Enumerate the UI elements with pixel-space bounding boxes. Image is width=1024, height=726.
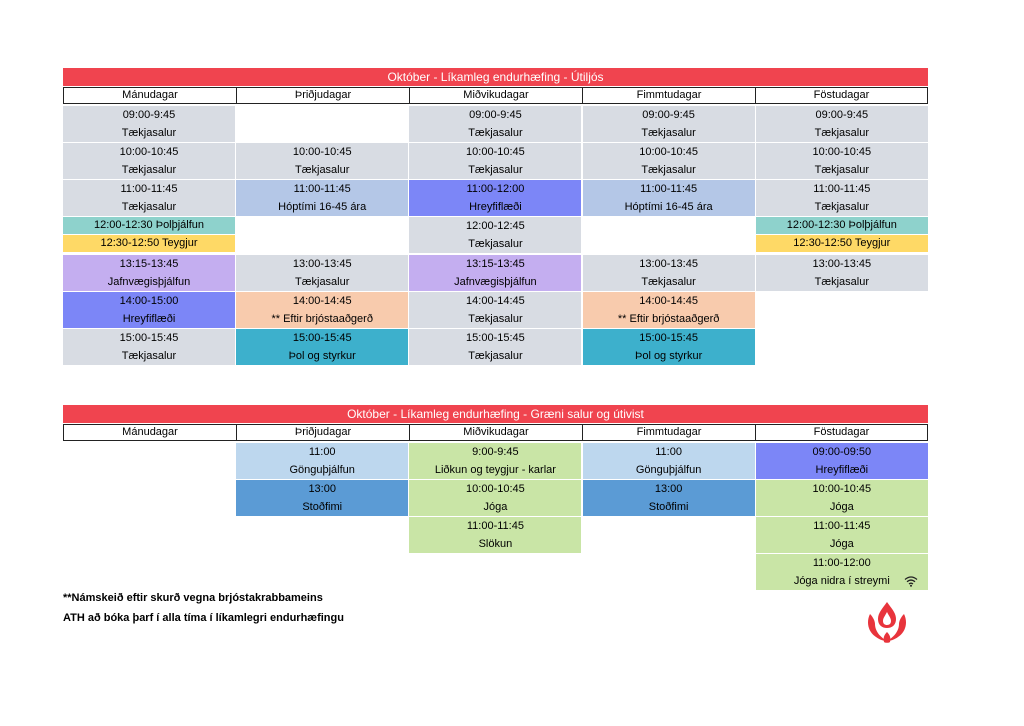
class-slot: 11:00-11:45 Hóptími 16-45 ára bbox=[583, 180, 755, 216]
class-slot: 09:00-09:50 Hreyfiflæði bbox=[756, 443, 928, 479]
day-column-wednesday bbox=[409, 106, 581, 366]
day-header-wednesday: Miðvikudagar bbox=[409, 87, 582, 104]
class-slot: 10:00-10:45 Jóga bbox=[409, 480, 581, 516]
day-header-thursday: Fimmtudagar bbox=[582, 87, 755, 104]
class-slot: 13:15-13:45 Jafnvægisþjálfun bbox=[409, 255, 581, 291]
day-header-wednesday: Miðvikudagar bbox=[409, 424, 582, 441]
day-column-thursday bbox=[583, 443, 755, 591]
class-slot: 15:00-15:45 Þol og styrkur bbox=[583, 329, 755, 365]
class-slot: 13:00 Stoðfimi bbox=[583, 480, 755, 516]
class-slot: 09:00-9:45 Tækjasalur bbox=[756, 106, 928, 142]
day-header-friday: Föstudagar bbox=[755, 424, 928, 441]
schedule-table-graeni-salur bbox=[63, 405, 928, 591]
footnote-surgery: **Námskeið eftir skurð vegna brjóstakrabbameins bbox=[63, 592, 323, 604]
class-slot: 11:00 Gönguþjálfun bbox=[236, 443, 408, 479]
class-slot: 10:00-10:45 Tækjasalur bbox=[756, 143, 928, 179]
wifi-icon bbox=[904, 575, 918, 587]
class-slot: 13:00-13:45 Tækjasalur bbox=[236, 255, 408, 291]
schedule-table-utiljos bbox=[63, 68, 928, 366]
class-slot: 14:00-14:45 Tækjasalur bbox=[409, 292, 581, 328]
day-header-tuesday: Þriðjudagar bbox=[236, 87, 409, 104]
class-slot: 15:00-15:45 Þol og styrkur bbox=[236, 329, 408, 365]
class-slot: 13:00 Stoðfimi bbox=[236, 480, 408, 516]
day-column-friday bbox=[756, 106, 928, 366]
class-slot: 11:00-12:00 Hreyfiflæði bbox=[409, 180, 581, 216]
class-slot: 11:00 Gönguþjálfun bbox=[583, 443, 755, 479]
booking-notice: ATH að bóka þarf í alla tíma í líkamlegri endurhæfingu bbox=[63, 612, 344, 624]
day-header-row bbox=[63, 87, 928, 104]
class-slot: 09:00-9:45 Tækjasalur bbox=[409, 106, 581, 142]
class-slot: 11:00-11:45 Tækjasalur bbox=[63, 180, 235, 216]
class-slot: 12:30-12:50 Teygjur bbox=[756, 235, 928, 252]
class-slot: 15:00-15:45 Tækjasalur bbox=[409, 329, 581, 365]
day-column-friday bbox=[756, 443, 928, 591]
class-slot: 11:00-11:45 Tækjasalur bbox=[756, 180, 928, 216]
class-slot: 14:00-15:00 Hreyfiflæði bbox=[63, 292, 235, 328]
day-column-wednesday bbox=[409, 443, 581, 591]
table-title: Október - Líkamleg endurhæfing - Útiljós bbox=[63, 68, 928, 86]
class-slot: 10:00-10:45 Tækjasalur bbox=[63, 143, 235, 179]
class-slot: 10:00-10:45 Tækjasalur bbox=[583, 143, 755, 179]
class-slot: 09:00-9:45 Tækjasalur bbox=[63, 106, 235, 142]
day-header-monday: Mánudagar bbox=[63, 424, 236, 441]
class-slot: 10:00-10:45 Jóga bbox=[756, 480, 928, 516]
table-title: Október - Líkamleg endurhæfing - Græni salur og útivist bbox=[63, 405, 928, 423]
day-column-tuesday bbox=[236, 443, 408, 591]
class-slot: 11:00-11:45 Slökun bbox=[409, 517, 581, 553]
day-column-thursday bbox=[583, 106, 755, 366]
class-slot: 9:00-9:45 Liðkun og teygjur - karlar bbox=[409, 443, 581, 479]
class-slot: 12:00-12:45 Tækjasalur bbox=[409, 217, 581, 253]
class-slot: 09:00-9:45 Tækjasalur bbox=[583, 106, 755, 142]
day-column-tuesday bbox=[236, 106, 408, 366]
class-slot: 13:00-13:45 Tækjasalur bbox=[756, 255, 928, 291]
footnotes bbox=[63, 588, 344, 628]
class-slot: 13:00-13:45 Tækjasalur bbox=[583, 255, 755, 291]
class-slot: 10:00-10:45 Tækjasalur bbox=[236, 143, 408, 179]
class-slot: 14:00-14:45 ** Eftir brjóstaaðgerð bbox=[236, 292, 408, 328]
class-slot: 11:00-11:45 Hóptími 16-45 ára bbox=[236, 180, 408, 216]
class-slot: 12:00-12:30 Þolþjálfun bbox=[756, 217, 928, 234]
day-header-friday: Föstudagar bbox=[755, 87, 928, 104]
class-slot: 12:30-12:50 Teygjur bbox=[63, 235, 235, 252]
class-slot: 10:00-10:45 Tækjasalur bbox=[409, 143, 581, 179]
day-header-thursday: Fimmtudagar bbox=[582, 424, 755, 441]
day-header-tuesday: Þriðjudagar bbox=[236, 424, 409, 441]
class-slot: 11:00-12:00 Jóga nidra í streymi bbox=[756, 554, 928, 590]
day-header-monday: Mánudagar bbox=[63, 87, 236, 104]
day-header-row bbox=[63, 424, 928, 441]
class-slot: 14:00-14:45 ** Eftir brjóstaaðgerð bbox=[583, 292, 755, 328]
flame-logo bbox=[866, 600, 908, 644]
class-slot: 11:00-11:45 Jóga bbox=[756, 517, 928, 553]
class-slot: 12:00-12:30 Þolþjálfun bbox=[63, 217, 235, 234]
day-column-monday bbox=[63, 106, 235, 366]
day-column-monday bbox=[63, 443, 235, 591]
class-slot: 13:15-13:45 Jafnvægisþjálfun bbox=[63, 255, 235, 291]
class-slot: 15:00-15:45 Tækjasalur bbox=[63, 329, 235, 365]
